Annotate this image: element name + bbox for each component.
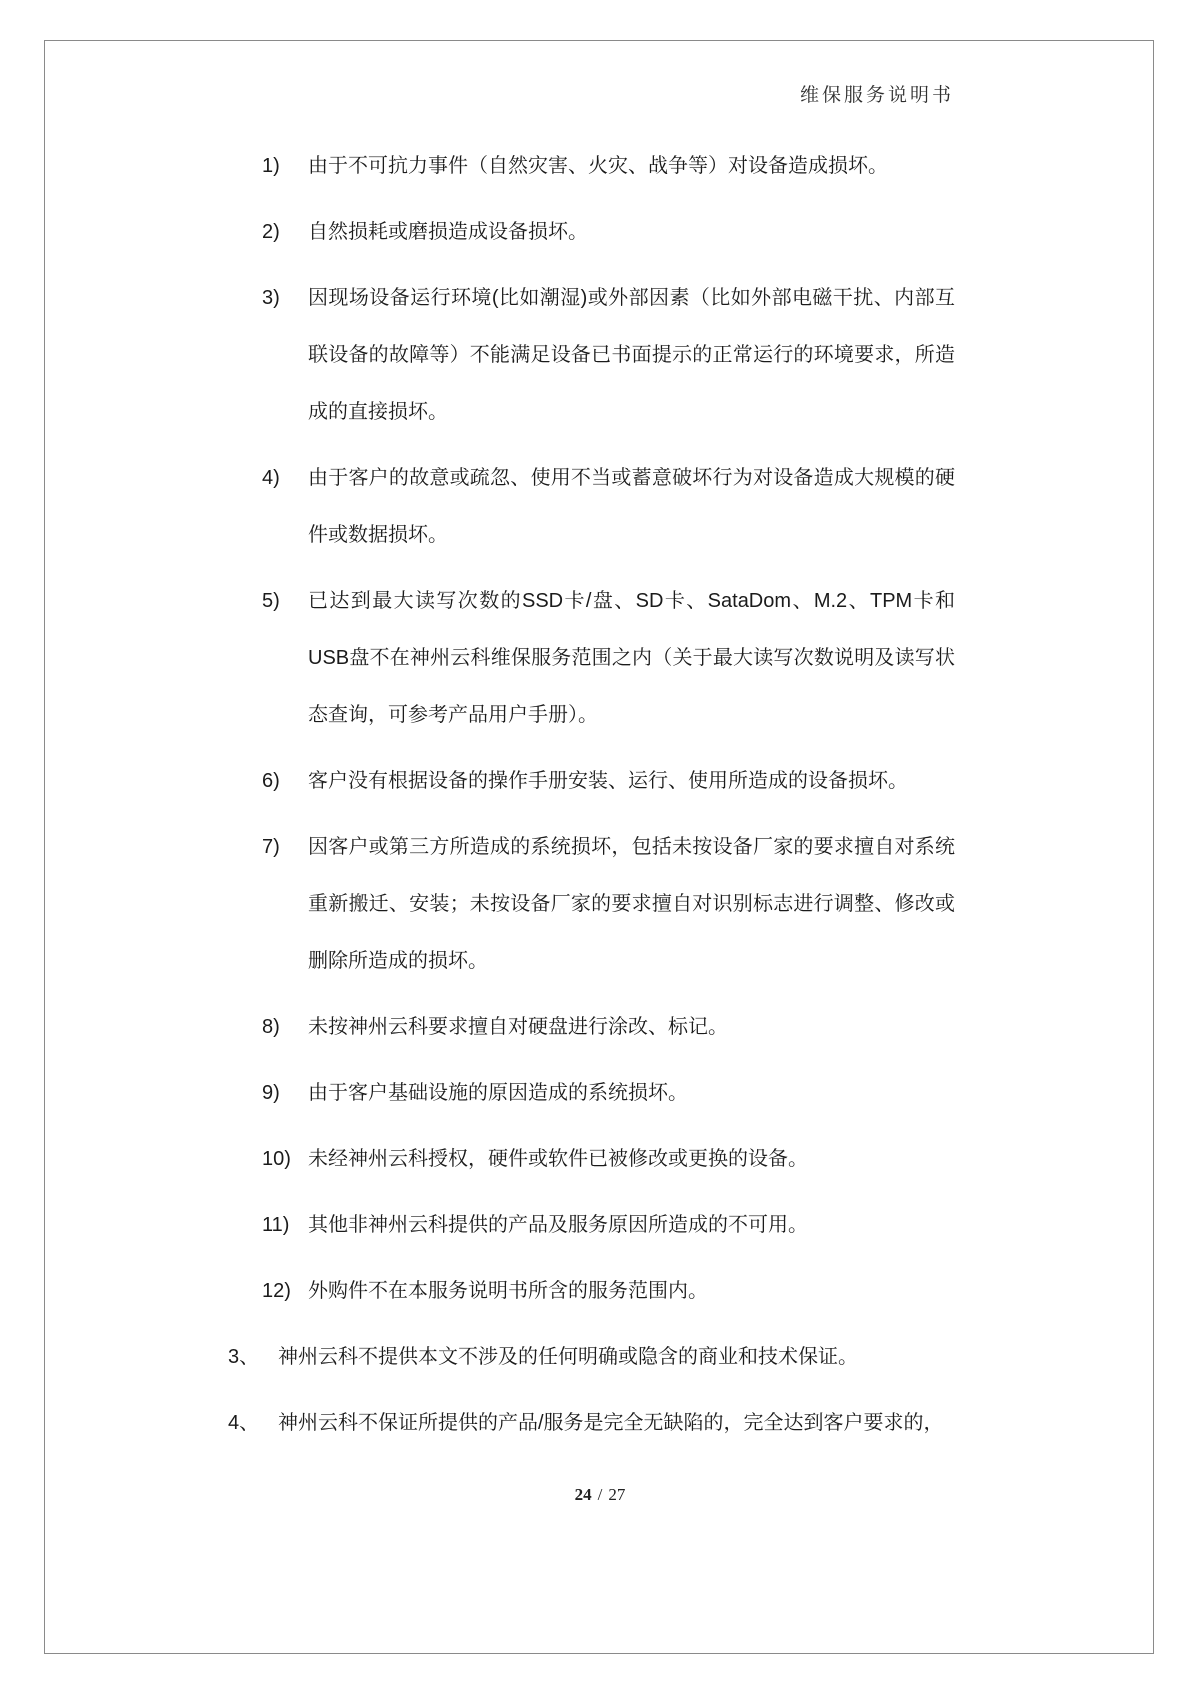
list-item-text	[308, 1263, 955, 1320]
text-line: 客户没有根据设备的操作手册安装、运行、使用所造成的设备损坏。	[308, 770, 908, 792]
page-header-title: 维保服务说明书	[799, 85, 954, 106]
list-item-text	[308, 999, 955, 1056]
list-item-number: 3)	[262, 287, 280, 309]
list-item	[228, 1395, 955, 1452]
text-line: 因客户或第三方所造成的系统损坏，包括未按设备厂家的要求擅自对系统	[308, 836, 955, 858]
list-item-text	[308, 1065, 955, 1122]
list-item-text	[308, 1131, 955, 1188]
list-item-text	[308, 450, 955, 564]
list-item	[262, 1197, 955, 1254]
text-line: 由于不可抗力事件（自然灾害、火灾、战争等）对设备造成损坏。	[308, 155, 888, 177]
list-item	[262, 573, 955, 744]
list-item-number: 6)	[262, 770, 280, 792]
list-item-text	[278, 1329, 955, 1386]
document-body	[0, 138, 1200, 1461]
text-line: 联设备的故障等）不能满足设备已书面提示的正常运行的环境要求，所造	[308, 344, 955, 366]
list-item	[228, 1329, 955, 1386]
list-item	[262, 819, 955, 990]
text-line: 未按神州云科要求擅自对硬盘进行涂改、标记。	[308, 1016, 728, 1038]
list-item-text	[308, 1197, 955, 1254]
text-line: 成的直接损坏。	[308, 401, 448, 423]
list-item-number: 1)	[262, 155, 280, 177]
text-line: 自然损耗或磨损造成设备损坏。	[308, 221, 588, 243]
list-item-number: 3、	[228, 1346, 260, 1368]
text-line: 重新搬迁、安装；未按设备厂家的要求擅自对识别标志进行调整、修改或	[308, 893, 955, 915]
list-item-number: 4)	[262, 467, 280, 489]
list-item-number: 9)	[262, 1082, 280, 1104]
text-line: 因现场设备运行环境(比如潮湿)或外部因素（比如外部电磁干扰、内部互	[308, 287, 955, 309]
list-item	[262, 138, 955, 195]
list-item	[262, 270, 955, 441]
list-item-number: 2)	[262, 221, 280, 243]
page-footer	[0, 1484, 1200, 1506]
list-item-number: 10)	[262, 1148, 291, 1170]
list-item	[262, 999, 955, 1056]
list-item	[262, 450, 955, 564]
list-item-number: 5)	[262, 590, 280, 612]
text-line: USB盘不在神州云科维保服务范围之内（关于最大读写次数说明及读写状	[308, 647, 955, 669]
text-line: 神州云科不提供本文不涉及的任何明确或隐含的商业和技术保证。	[278, 1346, 858, 1368]
list-item-text	[308, 819, 955, 990]
text-line: 由于客户的故意或疏忽、使用不当或蓄意破坏行为对设备造成大规模的硬	[308, 467, 955, 489]
page-number-current: 24	[574, 1485, 592, 1504]
list-item	[262, 204, 955, 261]
text-line: 已达到最大读写次数的SSD卡/盘、SD卡、SataDom、M.2、TPM卡和	[308, 590, 955, 612]
text-line: 态查询，可参考产品用户手册）。	[308, 704, 598, 726]
text-line: 外购件不在本服务说明书所含的服务范围内。	[308, 1280, 708, 1302]
list-item-number: 12)	[262, 1280, 291, 1302]
list-item	[262, 1263, 955, 1320]
list-item-text	[308, 753, 955, 810]
text-line: 其他非神州云科提供的产品及服务原因所造成的不可用。	[308, 1214, 808, 1236]
page-number-total: 27	[608, 1485, 626, 1504]
text-line: 未经神州云科授权，硬件或软件已被修改或更换的设备。	[308, 1148, 808, 1170]
list-item-number: 4、	[228, 1412, 260, 1434]
list-item	[262, 1131, 955, 1188]
text-line: 神州云科不保证所提供的产品/服务是完全无缺陷的，完全达到客户要求的，	[278, 1412, 944, 1434]
list-item-text	[308, 270, 955, 441]
text-line: 件或数据损坏。	[308, 524, 448, 546]
page-number-separator: /	[597, 1485, 603, 1504]
list-item	[262, 1065, 955, 1122]
text-line: 由于客户基础设施的原因造成的系统损坏。	[308, 1082, 688, 1104]
text-line: 删除所造成的损坏。	[308, 950, 488, 972]
list-item-number: 11)	[262, 1214, 290, 1236]
list-item-number: 8)	[262, 1016, 280, 1038]
list-item-text	[278, 1395, 955, 1452]
list-item-text	[308, 204, 955, 261]
list-item-text	[308, 138, 955, 195]
list-item-text	[308, 573, 955, 744]
list-item-number: 7)	[262, 836, 280, 858]
list-item	[262, 753, 955, 810]
